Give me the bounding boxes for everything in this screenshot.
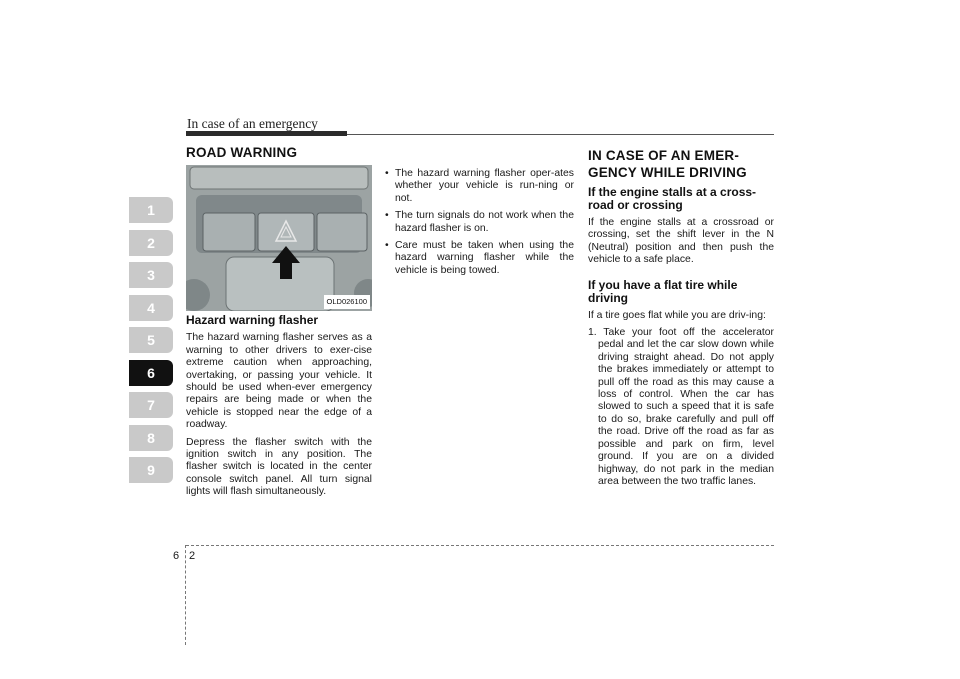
footer-rule: [186, 545, 774, 546]
bullet-item: • The turn signals do not work when the hazard flasher is on.: [384, 210, 574, 235]
subtitle-hazard-warning-flasher: Hazard warning flasher: [186, 313, 319, 328]
figure-label: OLD026100: [324, 295, 370, 309]
page-number: 2: [189, 550, 196, 562]
section-title-road-warning: ROAD WARNING: [186, 145, 298, 160]
section-title-emergency-driving: [588, 147, 774, 181]
hazard-switch-illustration: [186, 165, 372, 311]
chapter-tab-5[interactable]: 5: [129, 327, 173, 353]
hazard-switch-drawing: [186, 165, 372, 311]
chapter-tab-1[interactable]: 1: [129, 197, 173, 223]
bullet-item: • The hazard warning flasher oper-ates whether your vehicle is run-ning or not.: [384, 168, 574, 205]
subtitle-flat-tire: If you have a flat tire while driving: [588, 277, 738, 305]
page-chapter-number: 6: [173, 550, 180, 562]
chapter-tab-2[interactable]: 2: [129, 230, 173, 256]
chapter-tab-7[interactable]: 7: [129, 392, 173, 418]
chapter-tab-9[interactable]: 9: [129, 457, 173, 483]
left-column: [186, 147, 372, 504]
subtitle-engine-stalls: If the engine stalls at a cross-road or crossing: [588, 185, 757, 212]
footer-divider: [185, 545, 186, 645]
bullet-list: [384, 168, 574, 277]
chapter-tabs: [129, 197, 173, 490]
header-rule: [347, 134, 774, 135]
section-title-line: IN CASE OF AN EMER-: [588, 148, 740, 163]
step-item: 1. Take your foot off the accelerator pedal and let the car slow down while driving straight ahead. Do not apply the brakes immediately or attempt to pull off the road as this may cause a loss of control. When the car has slowed to such a speed that it is safe to do so, brake carefully and pull off the road. Drive off the road as far as possible and park on firm, level ground. If you are on a divided highway, do not park in the median area between the two traffic lanes.: [588, 327, 774, 487]
bullet-item: • Care must be taken when using the hazard warning flasher while the vehicle is being towed.: [384, 240, 574, 277]
header-bar: [186, 131, 347, 136]
chapter-tab-8[interactable]: 8: [129, 425, 173, 451]
right-column: [588, 147, 774, 488]
paragraph: Depress the flasher switch with the ignition switch in any position. The flasher switch is located in the center console switch panel. All turn signal lights will flash simultaneously.: [186, 436, 372, 498]
paragraph: If the engine stalls at a crossroad or crossing, set the shift lever in the N (Neutral) position and then push the vehicle to a safe place.: [588, 217, 774, 266]
paragraph: The hazard warning flasher serves as a warning to other drivers to exer-cise extreme caution when approaching, overtaking, or passing your vehicle. It should be used when-ever emergency repairs are being made or when the vehicle is stopped near the edge of a roadway.: [186, 332, 372, 431]
header-title: In case of an emergency: [187, 116, 318, 131]
section-title-line: GENCY WHILE DRIVING: [588, 165, 747, 180]
chapter-tab-3[interactable]: 3: [129, 262, 173, 288]
middle-column: [384, 168, 574, 282]
paragraph: If a tire goes flat while you are driv-ing:: [588, 309, 766, 321]
step-list: [588, 327, 774, 488]
chapter-tab-6[interactable]: 6: [129, 360, 173, 386]
chapter-tab-4[interactable]: 4: [129, 295, 173, 321]
